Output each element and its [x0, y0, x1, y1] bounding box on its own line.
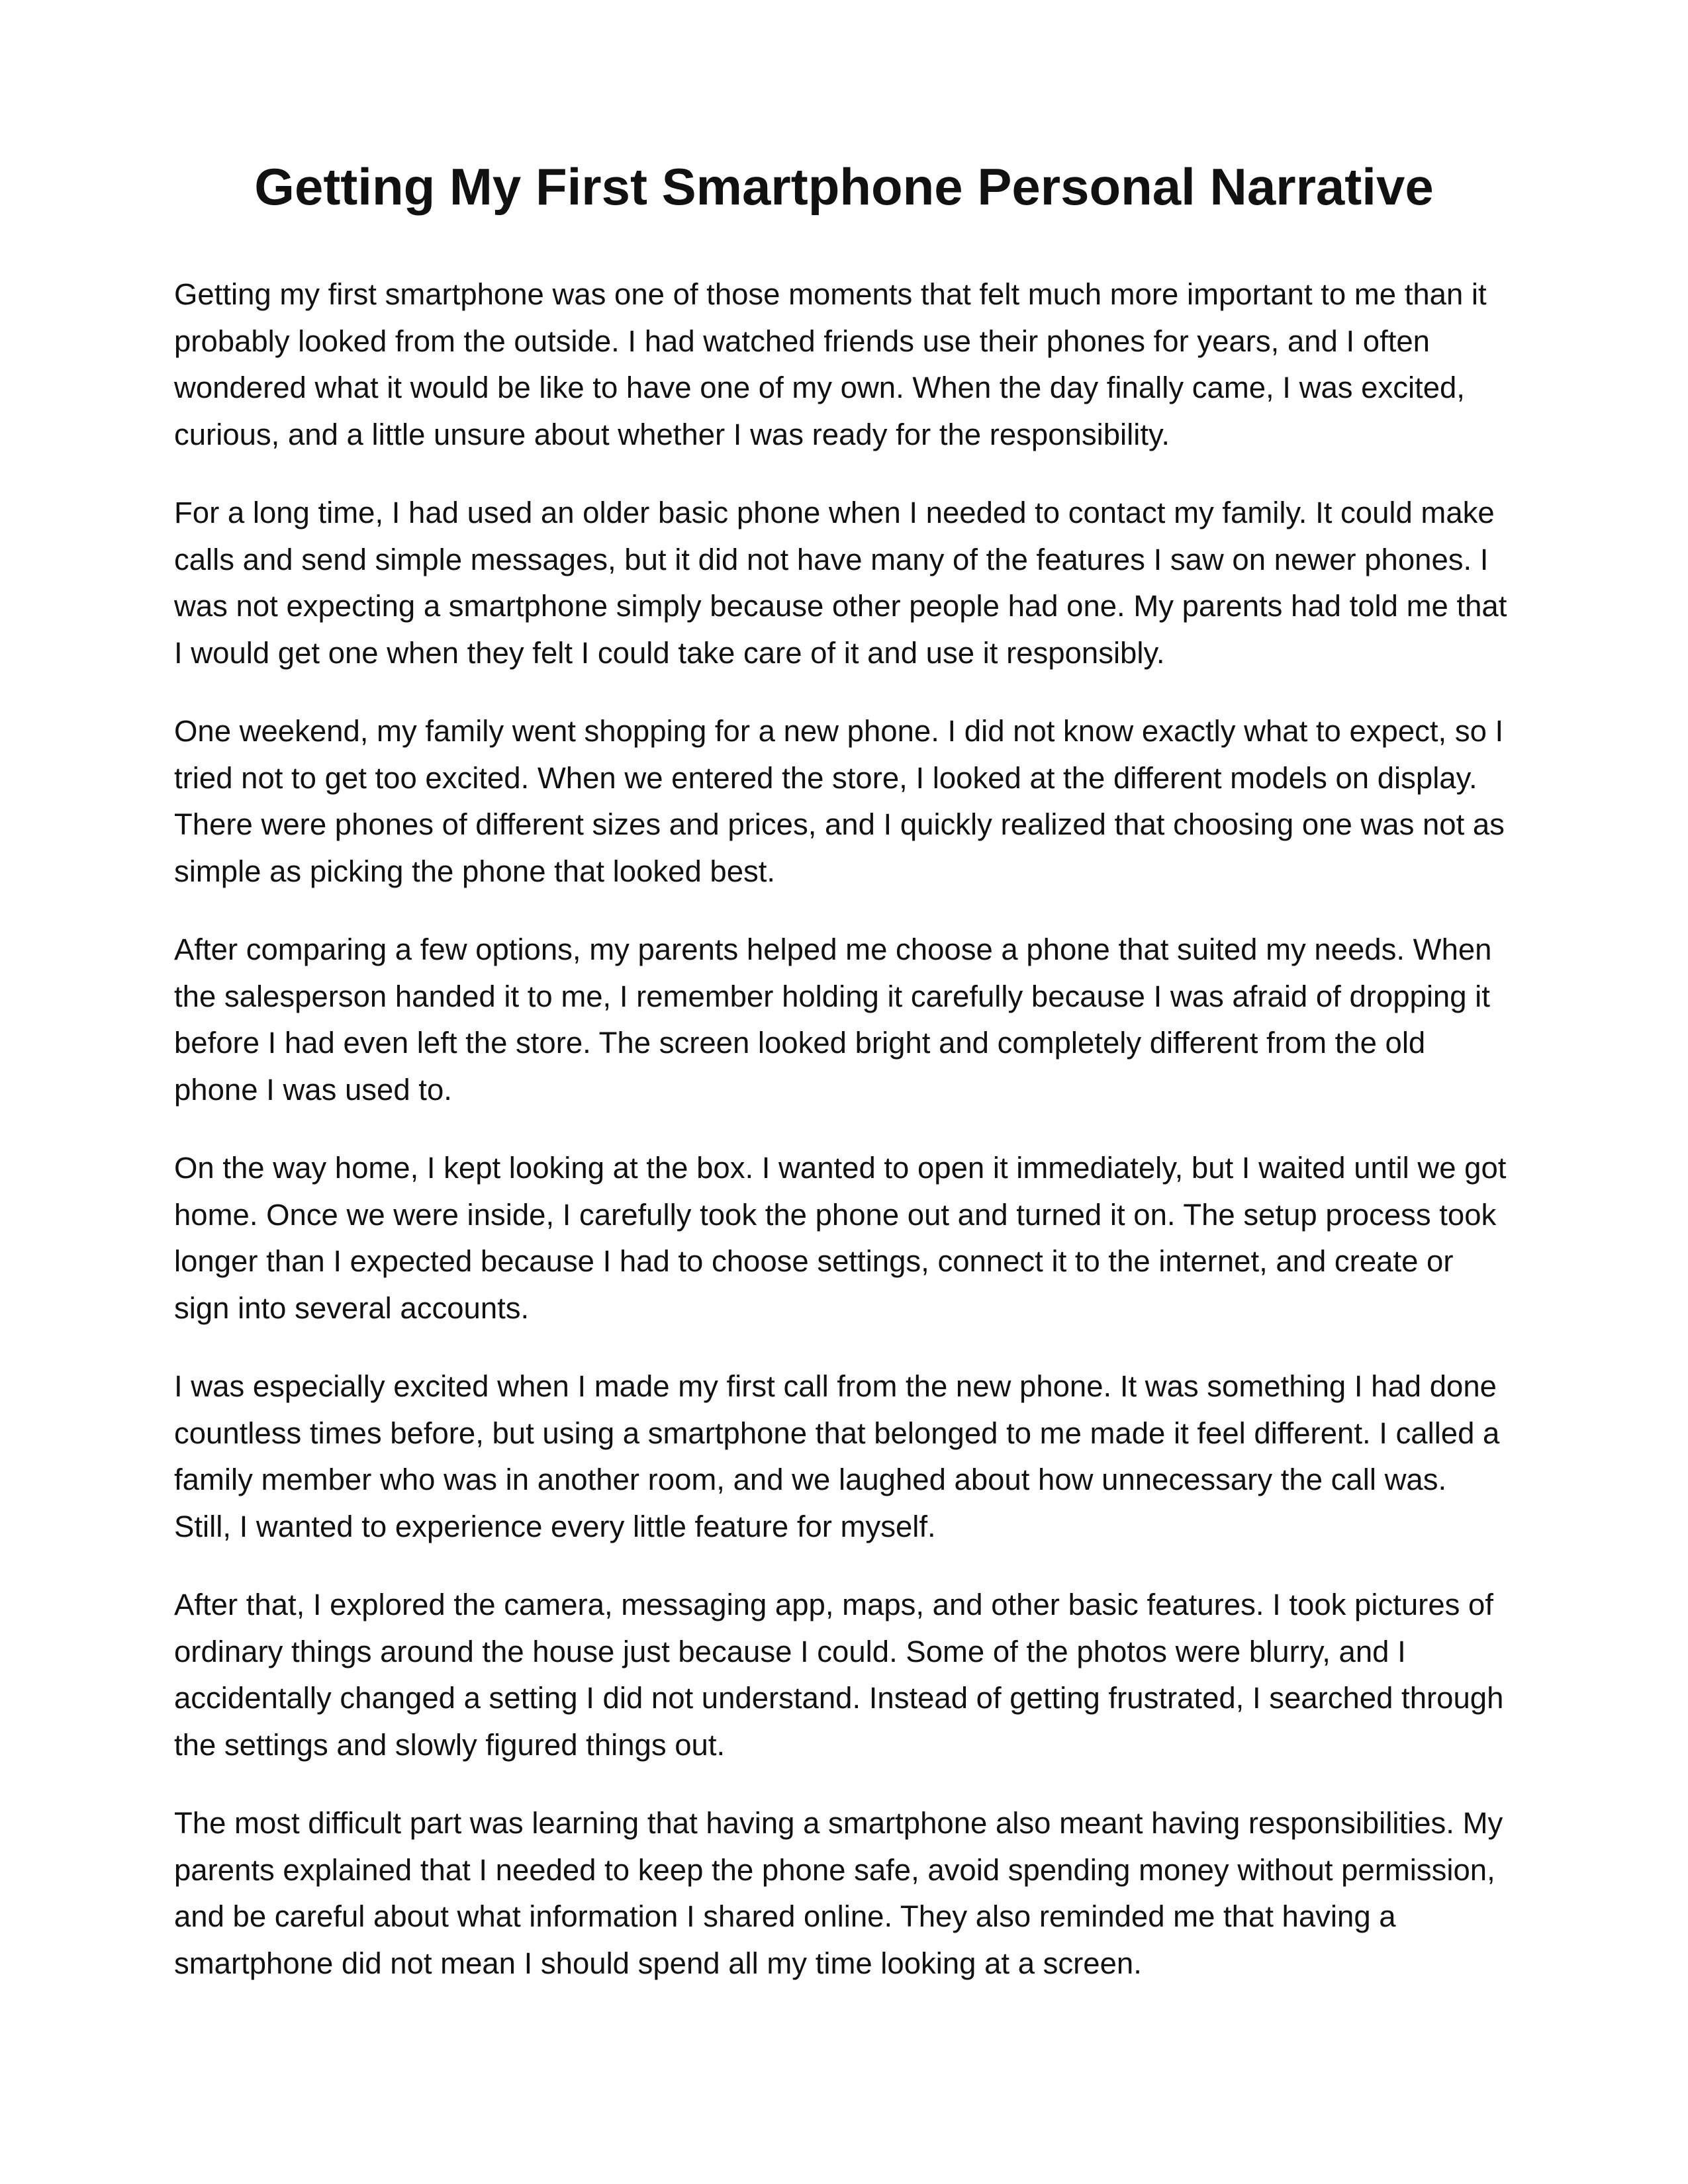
paragraph-5: [174, 1145, 1524, 1332]
paragraph-line: tried not to get too excited. When we entered the store, I looked at the different models on display.: [174, 760, 1477, 795]
paragraph-line: calls and send simple messages, but it did not have many of the features I saw on newer phones. I: [174, 542, 1489, 576]
paragraph-line: smartphone did not mean I should spend all my time looking at a screen.: [174, 1946, 1142, 1980]
paragraph-line: home. Once we were inside, I carefully took the phone out and turned it on. The setup process took: [174, 1197, 1497, 1232]
paragraph-line: Getting my first smartphone was one of those moments that felt much more important to me than it: [174, 277, 1487, 311]
paragraph-6: [174, 1363, 1524, 1550]
paragraph-line: parents explained that I needed to keep the phone safe, avoid spending money without permission,: [174, 1852, 1495, 1887]
paragraph-line: the settings and slowly figured things out.: [174, 1727, 726, 1762]
paragraph-line: After comparing a few options, my parents helped me choose a phone that suited my needs. When: [174, 933, 1492, 966]
paragraph-line: before I had even left the store. The screen looked bright and completely different from the old: [174, 1026, 1426, 1060]
paragraph-line: was not expecting a smartphone simply because other people had one. My parents had told me that: [174, 589, 1507, 623]
paragraph-line: The most difficult part was learning that having a smartphone also meant having responsibilities. My: [174, 1806, 1503, 1840]
paragraph-line: simple as picking the phone that looked best.: [174, 854, 776, 888]
paragraph-line: For a long time, I had used an older basic phone when I needed to contact my family. It could make: [174, 496, 1495, 529]
paragraph-line: accidentally changed a setting I did not understand. Instead of getting frustrated, I searched through: [174, 1681, 1504, 1715]
paragraph-line: One weekend, my family went shopping for a new phone. I did not know exactly what to expect, so I: [174, 714, 1504, 748]
paragraph-line: phone I was used to.: [174, 1072, 452, 1107]
paragraph-line: and be careful about what information I shared online. They also reminded me that having a: [174, 1899, 1396, 1933]
paragraph-line: I was especially excited when I made my first call from the new phone. It was something I had done: [174, 1369, 1497, 1403]
paragraph-8: [174, 1800, 1524, 1987]
paragraph-line: After that, I explored the camera, messaging app, maps, and other basic features. I took pictures of: [174, 1588, 1493, 1621]
paragraph-line: longer than I expected because I had to choose settings, connect it to the internet, and create or: [174, 1244, 1454, 1278]
paragraph-line: family member who was in another room, and we laughed about how unnecessary the call was.: [174, 1463, 1447, 1496]
paragraph-line: ordinary things around the house just because I could. Some of the photos were blurry, and I: [174, 1634, 1406, 1668]
paragraph-line: countless times before, but using a smartphone that belonged to me made it feel different. I called a: [174, 1416, 1500, 1450]
paragraph-2: [174, 490, 1524, 676]
document-title: Getting My First Smartphone Personal Narrative: [254, 158, 1434, 216]
paragraph-line: wondered what it would be like to have one of my own. When the day finally came, I was excited,: [174, 371, 1465, 404]
paragraph-line: On the way home, I kept looking at the box. I wanted to open it immediately, but I waited until we got: [174, 1151, 1507, 1185]
document-body: [174, 271, 1524, 2019]
paragraph-line: I would get one when they felt I could take care of it and use it responsibly.: [174, 635, 1165, 670]
paragraph-line: sign into several accounts.: [174, 1291, 530, 1325]
paragraph-line: curious, and a little unsure about whether I was ready for the responsibility.: [174, 417, 1170, 451]
paragraph-line: probably looked from the outside. I had watched friends use their phones for years, and I often: [174, 324, 1430, 358]
paragraph-line: the salesperson handed it to me, I remember holding it carefully because I was afraid of dropping it: [174, 979, 1490, 1013]
paragraph-line: There were phones of different sizes and prices, and I quickly realized that choosing one was not as: [174, 807, 1505, 841]
paragraph-3: [174, 708, 1524, 895]
paragraph-1: [174, 271, 1524, 458]
paragraph-7: [174, 1582, 1524, 1768]
paragraph-4: [174, 927, 1524, 1113]
paragraph-line: Still, I wanted to experience every little feature for myself.: [174, 1509, 936, 1543]
